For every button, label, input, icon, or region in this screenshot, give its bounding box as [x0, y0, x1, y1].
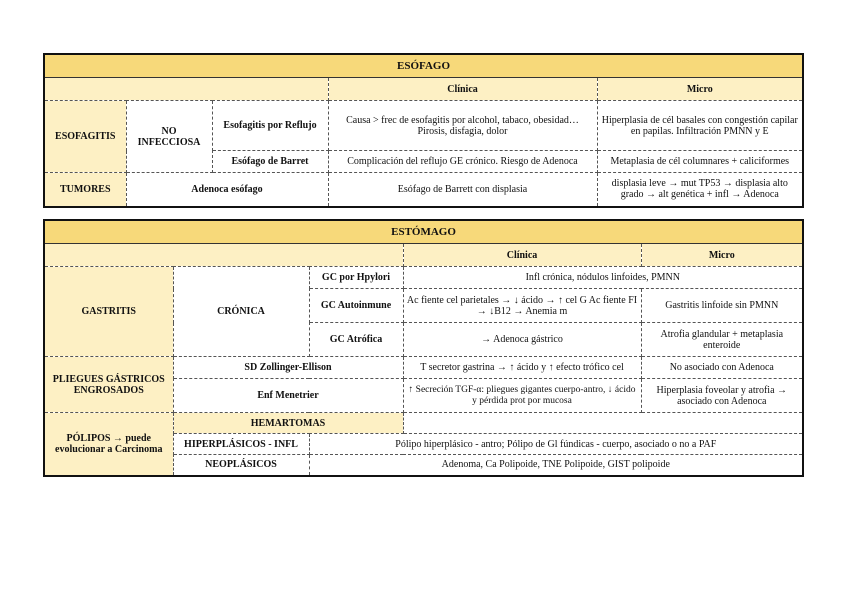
hiperplasicos-text: Pólipo hiperplásico - antro; Pólipo de Gl fúndicas - cuerpo, asociado o no a PAF [309, 434, 803, 455]
zollinger-clinica: T secretor gastrina → ↑ ácido y ↑ efecto trófico cel [403, 357, 641, 379]
menetrier-micro: Hiperplasia foveolar y atrofia → asociado con Adenoca [641, 379, 803, 413]
autoinmune-micro: Gastritis linfoide sin PMNN [641, 289, 803, 323]
polipos-label: PÓLIPOS → puede evolucionar a Carcinoma [44, 413, 173, 476]
esofago-col-micro: Micro [597, 78, 803, 101]
estomago-header-blank [44, 244, 403, 267]
hpylori-text: Infl crónica, nódulos linfoides, PMNN [403, 267, 803, 289]
esofago-header-blank [44, 78, 328, 101]
adenoca-clinica: Esófago de Barrett con displasia [328, 173, 597, 207]
no-infecciosa-label: NO INFECCIOSA [126, 101, 212, 173]
menetrier-clinica: ↑ Secreción TGF-α: pliegues gigantes cuerpo-antro, ↓ ácido y pérdida prot por mucosa [403, 379, 641, 413]
reflujo-label: Esofagitis por Reflujo [212, 101, 328, 151]
autoinmune-clinica: Ac fiente cel parietales → ↓ ácido → ↑ cel G Ac fiente FI → ↓B12 → Anemia m [403, 289, 641, 323]
estomago-table [43, 219, 804, 477]
hamartomas-text [403, 413, 803, 434]
zollinger-label: SD Zollinger-Ellison [173, 357, 403, 379]
adenoca-micro: displasia leve → mut TP53 → displasia alto grado → alt genética + infl → Adenoca [597, 173, 803, 207]
tumores-label: TUMORES [44, 173, 126, 207]
hpylori-label: GC por Hpylori [309, 267, 403, 289]
barret-micro: Metaplasia de cél columnares + caliciformes [597, 151, 803, 173]
atrofica-clinica: → Adenoca gástrico [403, 323, 641, 357]
atrofica-micro: Atrofia glandular + metaplasia enteroide [641, 323, 803, 357]
atrofica-label: GC Atrófica [309, 323, 403, 357]
esofago-table [43, 53, 804, 208]
menetrier-label: Enf Menetrier [173, 379, 403, 413]
autoinmune-label: GC Autoinmune [309, 289, 403, 323]
gastritis-label: GASTRITIS [44, 267, 173, 357]
hiperplasicos-label: HIPERPLÁSICOS - INFL [173, 434, 309, 455]
reflujo-clinica: Causa > frec de esofagitis por alcohol, tabaco, obesidad… Pirosis, disfagia, dolor [328, 101, 597, 151]
barret-label: Esófago de Barret [212, 151, 328, 173]
neoplasicos-text: Adenoma, Ca Polipoide, TNE Polipoide, GIST polipoide [309, 455, 803, 476]
barret-clinica: Complicación del reflujo GE crónico. Riesgo de Adenoca [328, 151, 597, 173]
estomago-col-micro: Micro [641, 244, 803, 267]
zollinger-micro: No asociado con Adenoca [641, 357, 803, 379]
reflujo-micro: Hiperplasia de cél basales con congestión capilar en papilas. Infiltración PMNN y E [597, 101, 803, 151]
hamartomas-label: HEMARTOMAS [173, 413, 403, 434]
pliegues-label: PLIEGUES GÁSTRICOS ENGROSADOS [44, 357, 173, 413]
esofagitis-label: ESOFAGITIS [44, 101, 126, 173]
estomago-title: ESTÓMAGO [44, 220, 803, 244]
cronica-label: CRÓNICA [173, 267, 309, 357]
neoplasicos-label: NEOPLÁSICOS [173, 455, 309, 476]
adenoca-label: Adenoca esófago [126, 173, 328, 207]
esofago-col-clinica: Clínica [328, 78, 597, 101]
esofago-title: ESÓFAGO [44, 54, 803, 78]
estomago-col-clinica: Clínica [403, 244, 641, 267]
